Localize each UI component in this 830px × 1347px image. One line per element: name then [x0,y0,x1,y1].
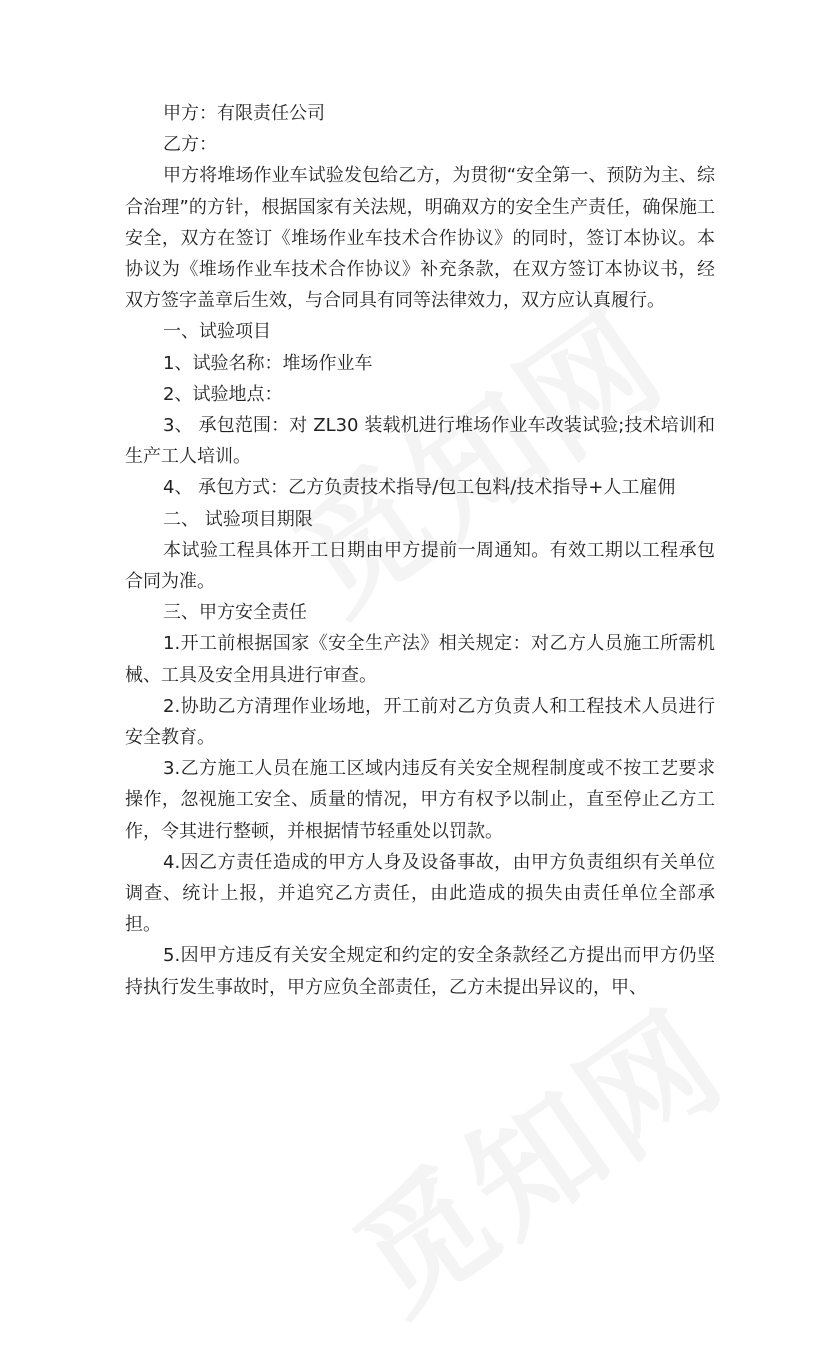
party-a-duty-2: 2.协助乙方清理作业场地，开工前对乙方负责人和工程技术人员进行安全教育。 [125,695,715,749]
document-body [125,98,715,1003]
period-paragraph: 本试验工程具体开工日期由甲方提前一周通知。有效工期以工程承包合同为准。 [125,539,715,593]
section-heading-3: 三、甲方安全责任 [163,602,307,624]
party-a-duty-4: 4.因乙方责任造成的甲方人身及设备事故，由甲方负责组织有关单位调查、统计上报，并追究乙方责任，由此造成的损失由责任单位全部承担。 [125,851,715,936]
section-heading-2: 二、 试验项目期限 [163,508,313,530]
party-a-duty-3: 3.乙方施工人员在施工区域内违反有关安全规程制度或不按工艺要求操作，忽视施工安全、质量的情况，甲方有权予以制止，直至停止乙方工作，令其进行整顿，并根据情节轻重处以罚款。 [125,758,715,842]
test-location-item: 2、试验地点： [163,383,283,405]
preamble-paragraph: 甲方将堆场作业车试验发包给乙方，为贯彻“安全第一、预防为主、综合治理”的方针，根据国家有关法规，明确双方的安全生产责任，确保施工安全，双方在签订《堆场作业车技术合作协议》的同时，签订本协议。本协议为《堆场作业车技术合作协议》补充条款，在双方签订本协议书，经双方签字盖章后生效，与合同具有同等法律效力，双方应认真履行。 [125,165,715,312]
contract-method-item: 4、 承包方式：乙方负责技术指导/包工包料/技术指导+人工雇佣 [163,477,676,499]
party-a-duty-5: 5.因甲方违反有关安全规定和约定的安全条款经乙方提出而甲方仍坚持执行发生事故时，甲方应负全部责任，乙方未提出异议的，甲、 [125,945,715,998]
test-name-item: 1、试验名称：堆场作业车 [163,352,373,374]
watermark [313,960,754,1347]
party-b-line: 乙方： [163,134,217,156]
party-a-line: 甲方：有限责任公司 [163,103,325,124]
party-a-duty-1: 1.开工前根据国家《安全生产法》相关规定：对乙方人员施工所需机械、工具及安全用具进行审查。 [125,633,715,686]
section-heading-1: 一、试验项目 [163,321,271,343]
contract-scope-item: 3、 承包范围：对 ZL30 装载机进行堆场作业车改装试验;技术培训和生产工人培训。 [125,415,715,468]
